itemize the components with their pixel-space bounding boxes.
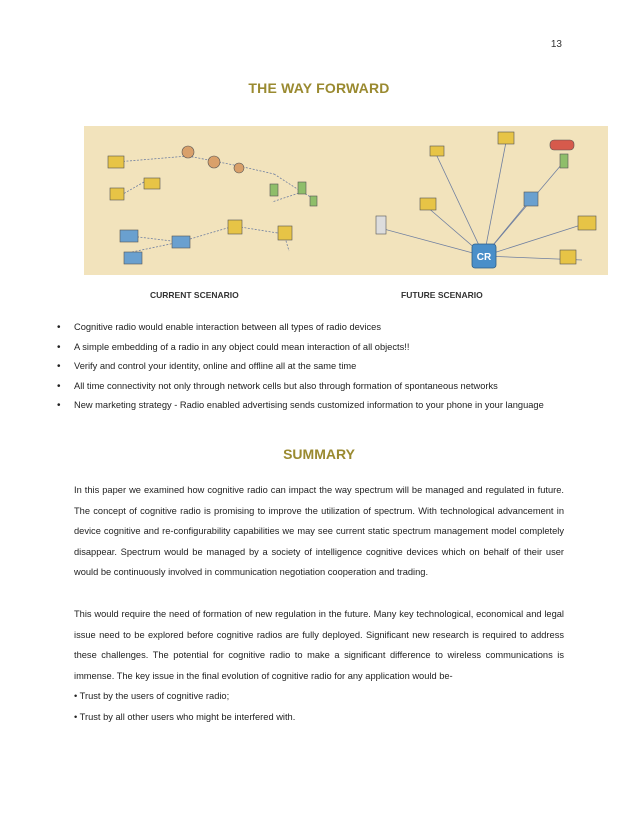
radio-device: [144, 178, 160, 189]
caption-future-scenario: FUTURE SCENARIO: [401, 290, 483, 300]
scenario-illustration-svg: [84, 126, 608, 275]
satellite-dish: [182, 146, 194, 158]
phone-device: [298, 182, 306, 194]
phone-device: [270, 184, 278, 196]
bullet-item: • Verify and control your identity, online and offline all at the same time: [54, 357, 566, 377]
tv-device: [228, 220, 242, 234]
trust-line-users: • Trust by the users of cognitive radio;: [74, 691, 230, 702]
tv-device: [278, 226, 292, 240]
bullet-list: [54, 318, 566, 416]
radio-device: [420, 198, 436, 210]
bullet-item: • New marketing strategy - Radio enabled advertising sends customized information to your phone in your language: [54, 396, 566, 416]
bullet-item: • Cognitive radio would enable interaction between all types of radio devices: [54, 318, 566, 338]
bullet-item: • All time connectivity not only through network cells but also through formation of spontaneous networks: [54, 377, 566, 397]
bottle-device: [376, 216, 386, 234]
washer-device: [578, 216, 596, 230]
car-device: [550, 140, 574, 150]
satellite-dish: [208, 156, 220, 168]
cabinet-device: [498, 132, 514, 144]
scenario-illustration: [84, 126, 608, 275]
satellite-dish: [234, 163, 244, 173]
summary-paragraph-2-block: [74, 604, 564, 728]
phone-device: [560, 154, 568, 168]
summary-paragraph-2: This would require the need of formation of new regulation in the future. Many key technological, economical and legal issue need to be explored before cognitive radios are fully deployed. Significant new research is required to address these challenges. The potential for cognitive radio to make a significant difference to wireless communications is immense. The key issue in the final evolution of cognitive radio for any application would be-: [74, 609, 564, 681]
laptop-device: [524, 192, 538, 206]
page-number: 13: [550, 39, 562, 50]
bullet-item: • A simple embedding of a radio in any object could mean interaction of all objects!!: [54, 338, 566, 358]
radio-device: [108, 156, 124, 168]
phone-device: [310, 196, 317, 206]
section-heading-summary: SUMMARY: [283, 446, 355, 462]
tv-device: [560, 250, 576, 264]
section-heading-way-forward: THE WAY FORWARD: [248, 80, 390, 96]
laptop-device: [120, 230, 138, 242]
cr-hub-label: CR: [476, 252, 492, 263]
caption-current-scenario: CURRENT SCENARIO: [150, 290, 239, 300]
radio-device: [110, 188, 124, 200]
laptop-device: [124, 252, 142, 264]
summary-paragraph-1: In this paper we examined how cognitive radio can impact the way spectrum will be managed and regulated in future. The concept of cognitive radio is promising to improve the utilization of spectrum. With technological advancement in device cognitive and re-configurability capabilities we may see current static spectrum management model completely disappear. Spectrum would be managed by a society of intelligence cognitive devices which on behalf of their user would be continuously involved in communication negotiation cooperation and trading.: [74, 485, 564, 578]
shoe-device: [430, 146, 444, 156]
laptop-device: [172, 236, 190, 248]
trust-line-others: • Trust by all other users who might be interfered with.: [74, 711, 296, 722]
